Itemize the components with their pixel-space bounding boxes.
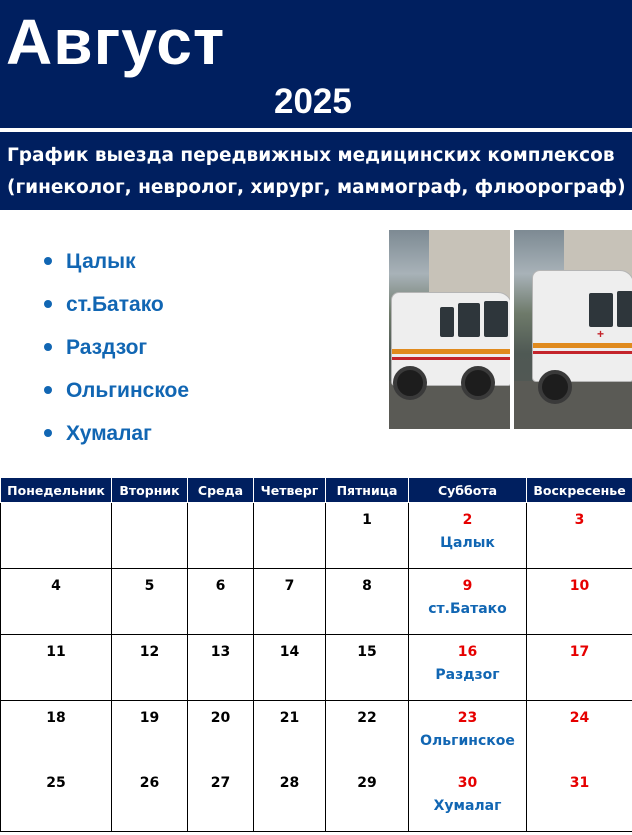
calendar-day-cell — [112, 701, 188, 767]
calendar-day-cell — [326, 766, 409, 832]
calendar-day-cell — [326, 569, 409, 635]
medical-bus-photo-1 — [389, 230, 510, 429]
day-number: 1 — [362, 512, 372, 528]
day-number: 13 — [210, 644, 231, 660]
calendar-week-row — [1, 569, 632, 635]
day-number: 22 — [357, 710, 377, 726]
day-number: 10 — [569, 578, 590, 594]
calendar-day-cell — [188, 635, 254, 701]
weekday-header: Четверг — [254, 478, 326, 503]
calendar-day-cell — [326, 635, 409, 701]
day-number: 7 — [284, 578, 295, 594]
calendar-day-cell — [1, 701, 112, 767]
calendar-day-cell — [326, 503, 409, 569]
day-number: 15 — [357, 644, 377, 660]
calendar-day-cell — [112, 569, 188, 635]
calendar-day-cell — [527, 766, 632, 832]
calendar-day-cell — [188, 569, 254, 635]
calendar-day-cell — [1, 569, 112, 635]
weekday-header: Среда — [188, 478, 254, 503]
day-number: 27 — [210, 775, 231, 791]
calendar-day-cell — [112, 635, 188, 701]
day-number: 19 — [139, 710, 160, 726]
calendar-day-cell — [1, 635, 112, 701]
header-banner — [0, 0, 632, 128]
calendar-day-cell — [409, 569, 527, 635]
day-number: 18 — [46, 710, 66, 726]
calendar-day-cell — [112, 766, 188, 832]
village-item: Цалык — [44, 240, 189, 283]
weekday-header: Суббота — [409, 478, 527, 503]
day-number: 14 — [279, 644, 300, 660]
medical-bus-photo-2: + — [514, 230, 632, 429]
calendar-week-row — [1, 766, 632, 832]
calendar-day-cell — [409, 635, 527, 701]
day-number: 31 — [569, 775, 590, 791]
village-item: Раздзог — [44, 326, 189, 369]
calendar-week-row — [1, 701, 632, 767]
calendar-day-cell — [254, 766, 326, 832]
calendar-day-cell — [254, 569, 326, 635]
visit-location: Хумалаг — [433, 798, 502, 814]
calendar-day-cell — [409, 503, 527, 569]
year-title: 2025 — [274, 82, 352, 121]
calendar-day-cell — [254, 635, 326, 701]
calendar-week-row — [1, 503, 632, 569]
visit-location: Ольгинское — [420, 733, 515, 749]
calendar-day-cell — [188, 503, 254, 569]
calendar-day-cell — [527, 569, 632, 635]
visit-location: Цалык — [440, 535, 495, 551]
weekday-header-row — [1, 478, 632, 503]
calendar-week-row — [1, 635, 632, 701]
schedule-subtitle — [0, 132, 632, 210]
day-number: 26 — [139, 775, 160, 791]
day-number: 2 — [462, 512, 473, 528]
visit-location: Раздзог — [435, 667, 500, 683]
day-number: 12 — [139, 644, 160, 660]
day-number: 20 — [210, 710, 231, 726]
month-title: Август — [6, 6, 226, 78]
day-number: 30 — [457, 775, 478, 791]
calendar-day-cell — [1, 503, 112, 569]
day-number: 8 — [362, 578, 372, 594]
village-item: Хумалаг — [44, 412, 189, 455]
calendar-day-cell — [527, 701, 632, 767]
day-number: 4 — [51, 578, 61, 594]
day-number: 16 — [457, 644, 478, 660]
day-number: 5 — [144, 578, 155, 594]
day-number: 24 — [569, 710, 590, 726]
weekday-header: Пятница — [326, 478, 409, 503]
calendar-day-cell — [409, 701, 527, 767]
calendar-day-cell — [188, 766, 254, 832]
day-number: 28 — [279, 775, 300, 791]
calendar-day-cell — [112, 503, 188, 569]
visit-location: ст.Батако — [428, 601, 507, 617]
day-number: 21 — [279, 710, 300, 726]
calendar-day-cell — [409, 766, 527, 832]
day-number: 29 — [357, 775, 377, 791]
weekday-header: Понедельник — [1, 478, 112, 503]
calendar-day-cell — [1, 766, 112, 832]
calendar-day-cell — [188, 701, 254, 767]
day-number: 6 — [215, 578, 226, 594]
day-number: 9 — [462, 578, 473, 594]
calendar-day-cell — [254, 503, 326, 569]
calendar-day-cell — [326, 701, 409, 767]
weekday-header: Вторник — [112, 478, 188, 503]
village-item: ст.Батако — [44, 283, 189, 326]
day-number: 23 — [457, 710, 478, 726]
calendar-day-cell — [254, 701, 326, 767]
day-number: 17 — [569, 644, 590, 660]
calendar-day-cell — [527, 503, 632, 569]
village-list — [44, 240, 189, 455]
village-item: Ольгинское — [44, 369, 189, 412]
day-number: 3 — [574, 512, 585, 528]
day-number: 11 — [46, 644, 66, 660]
calendar-day-cell — [527, 635, 632, 701]
weekday-header: Воскресенье — [527, 478, 632, 503]
day-number: 25 — [46, 775, 66, 791]
subtitle-line-2: (гинеколог, невролог, хирург, маммограф, флюорограф) — [7, 177, 626, 198]
calendar-table — [0, 477, 632, 832]
subtitle-line-1: График выезда передвижных медицинских комплексов — [7, 145, 615, 166]
